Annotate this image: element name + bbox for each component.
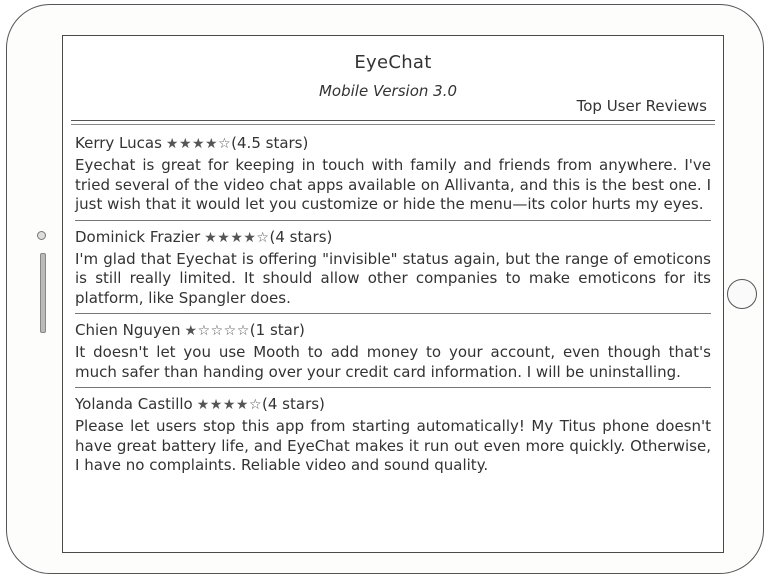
review-item — [75, 394, 711, 481]
review-text: It doesn't let you use Mooth to add money to your account, even though that's much safer than handing over your credit card information. I will be uninstalling. — [75, 343, 711, 381]
section-label: Top User Reviews — [576, 97, 707, 115]
review-list — [75, 133, 711, 481]
rating-text: (4 stars) — [262, 395, 325, 413]
review-header — [75, 133, 711, 154]
app-title: EyeChat — [354, 52, 432, 73]
review-text: Eyechat is great for keeping in touch with family and friends from anywhere. I've tried several of the video chat apps available on Allivanta, and this is the best one. I just wish that it would let you customize or hide the menu—its color hurts my eyes. — [75, 156, 711, 213]
star-rating-icon: ★☆☆☆☆ — [184, 323, 250, 339]
camera-dot — [37, 231, 46, 240]
star-rating-icon: ★★★★☆ — [165, 136, 232, 152]
reviewer-name: Kerry Lucas — [75, 134, 162, 152]
app-subtitle: Mobile Version 3.0 — [318, 82, 458, 100]
header-divider — [71, 120, 715, 125]
review-divider — [75, 220, 711, 221]
review-item — [75, 227, 711, 314]
review-header — [75, 320, 711, 341]
review-text: Please let users stop this app from starting automatically! My Titus phone doesn't have great battery life, and EyeChat makes it run out even more quickly. Otherwise, I have no complaints. Reliable video and sound quality. — [75, 417, 711, 474]
tablet-frame — [6, 4, 764, 574]
review-item — [75, 133, 711, 220]
rating-text: (4 stars) — [269, 227, 333, 246]
review-divider — [75, 313, 711, 314]
review-divider — [75, 387, 711, 388]
star-rating-icon: ★★★★☆ — [204, 229, 270, 246]
reviewer-name: Chien Nguyen — [75, 321, 181, 339]
reviewer-name: Yolanda Castillo — [75, 395, 193, 413]
review-header — [75, 227, 711, 248]
rating-text: (4.5 stars) — [231, 134, 309, 152]
review-text: I'm glad that Eyechat is offering "invisible" status again, but the range of emoticons is still really limited. It should allow other companies to make emoticons for its platform, like Spangler does. — [75, 249, 711, 307]
review-item — [75, 320, 711, 387]
screen — [62, 35, 724, 553]
reviewer-name: Dominick Frazier — [75, 227, 201, 246]
review-header — [75, 394, 711, 415]
star-rating-icon: ★★★★☆ — [196, 397, 263, 413]
rating-text: (1 star) — [249, 321, 305, 339]
home-button[interactable] — [727, 279, 757, 309]
side-speaker-bar — [40, 253, 46, 333]
